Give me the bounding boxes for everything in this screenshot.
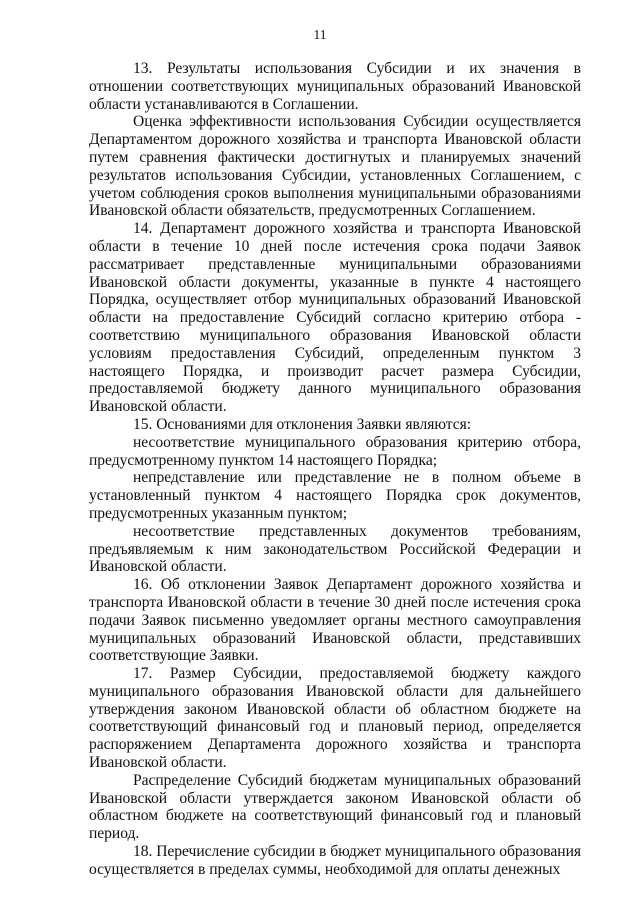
paragraph-subsidy-distribution: Распределение Субсидий бюджетам муниципальных образований Ивановской области утверждается законом Ивановской области об областном бюджете на соответствующий финансовый год и плановый период. [89,771,581,843]
paragraph-15-rejection-grounds: 15. Основаниями для отклонения Заявки являются: [133,415,472,433]
paragraph-13-results: 13. Результаты использования Субсидии и их значения в отношении соответствующих муниципальных образований Ивановской области устанавливаются в Соглашении. [89,60,581,113]
paragraph-18-transfer: 18. Перечисление субсидии в бюджет муниципального образования осуществляется в пределах суммы, необходимой для оплаты денежных [89,843,581,878]
paragraph-17-subsidy-size: 17. Размер Субсидии, предоставляемой бюджету каждого муниципального образования Ивановской области для дальнейшего утверждения законом Ивановской области об областном бюджете на соответствующий финансовый год и плановый период, определяется распоряжением Департамента дорожного хозяйства и транспорта Ивановской области. [89,665,581,772]
document-body [89,60,581,879]
list-item-missing-documents: непредставление или представление не в полном объеме в установленный пунктом 4 настоящего Порядка срок документов, предусмотренных указанным пунктом; [89,469,581,522]
list-item-criterion-mismatch: несоответствие муниципального образования критерию отбора, предусмотренному пунктом 14 настоящего Порядка; [89,433,581,469]
paragraph-16-rejection-notice: 16. Об отклонении Заявок Департамент дорожного хозяйства и транспорта Ивановской области в течение 30 дней после истечения срока подачи Заявок письменно уведомляет органы местного самоуправления муниципальных образований Ивановской области, представивших соответствующие Заявки. [89,576,581,665]
paragraph-14-selection: 14. Департамент дорожного хозяйства и транспорта Ивановской области в течение 10 дней после истечения срока подачи Заявок рассматривает представленные муниципальными образованиями Ивановской области документы, указанные в пункте 4 настоящего Порядка, осуществляет отбор муниципальных образований Ивановской области на предоставление Субсидий согласно критерию отбора - соответствию муниципального образования Ивановской области условиям предоставления Субсидий, определенным пунктом 3 настоящего Порядка, и производит расчет размера Субсидии, предоставляемой бюджету данного муниципального образования Ивановской области. [89,220,581,416]
list-item-document-noncompliance: несоответствие представленных документов требованиям, предъявляемым к ним законодательством Российской Федерации и Ивановской области. [89,522,581,576]
paragraph-efficiency-evaluation: Оценка эффективности использования Субсидии осуществляется Департаментом дорожного хозяйства и транспорта Ивановской области путем сравнения фактически достигнутых и планируемых значений результатов использования Субсидии, установленных Соглашением, с учетом соблюдения сроков выполнения муниципальными образованиями Ивановской области обязательств, предусмотренных Соглашением. [89,113,581,220]
page-number: 11 [313,27,327,42]
